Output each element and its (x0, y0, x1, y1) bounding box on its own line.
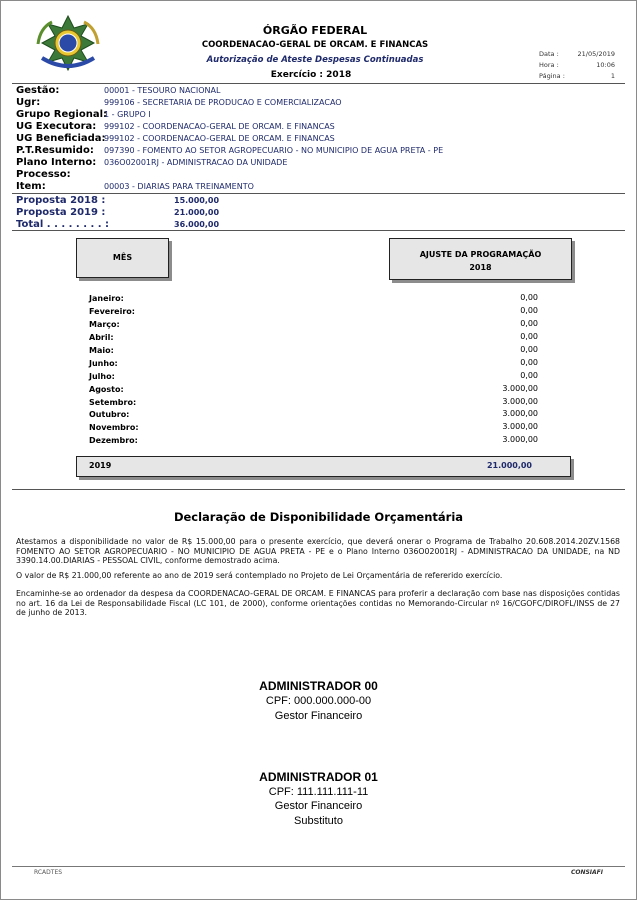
field-value-grupo-regional: 1 - GRUPO I (104, 110, 151, 119)
month-column-header: MÊS (76, 238, 169, 278)
proposta-2018-value: 15.000,00 (174, 196, 220, 205)
field-value-pt-resumido: 097390 - FOMENTO AO SETOR AGROPECUARIO - NO MUNICIPIO DE AGUA PRETA - PE (104, 146, 444, 155)
adjustment-header-line2: 2018 (469, 263, 492, 272)
footer-divider (12, 866, 625, 867)
signatory-cpf: CPF: 000.000.000-00 (265, 695, 372, 707)
fields-divider (12, 193, 625, 194)
month-value: 0,00 (520, 319, 538, 328)
month-value: 0,00 (520, 332, 538, 341)
month-label: Janeiro: (89, 294, 124, 303)
field-label-ugr: Ugr: (16, 97, 41, 108)
field-label-gestao: Gestão: (16, 85, 60, 96)
footer-year: 2019 (89, 461, 112, 470)
signatory-name: ADMINISTRADOR 00 (259, 679, 378, 693)
total-label: Total . . . . . . . . : (16, 219, 110, 230)
field-label-ug-beneficiada: UG Beneficiada: (16, 133, 106, 144)
proposta-2019-label: Proposta 2019 : (16, 207, 106, 218)
field-label-processo: Processo: (16, 169, 71, 180)
month-label: Novembro: (89, 423, 139, 432)
month-value: 3.000,00 (502, 435, 538, 444)
time-value: 10:06 (596, 61, 615, 69)
month-value: 0,00 (520, 345, 538, 354)
declaration-paragraph-3: Encaminhe-se ao ordenador da despesa da COORDENACAO-GERAL DE ORCAM. E FINANCAS para proferir a declaração com base nas disposições contidas no art. 16 da Lei de Responsabilidade Fiscal (LC 101, de 2000), conforme orientações contidas no Memorando-Circular nº 16/CGOFC/DIROFL/INSS de 27 de junho de 2013. (16, 589, 620, 618)
month-value: 0,00 (520, 371, 538, 380)
month-value: 0,00 (520, 306, 538, 315)
adjustment-column-header (389, 238, 572, 280)
signatory-name: ADMINISTRADOR 01 (259, 770, 378, 784)
proposta-2019-value: 21.000,00 (174, 208, 220, 217)
month-value: 3.000,00 (502, 397, 538, 406)
month-label: Maio: (89, 346, 114, 355)
date-label: Data : (539, 50, 559, 58)
time-label: Hora : (539, 61, 559, 69)
month-label: Dezembro: (89, 436, 138, 445)
month-label: Outubro: (89, 410, 130, 419)
declaration-paragraph-2: O valor de R$ 21.000,00 referente ao ano de 2019 será contemplado no Projeto de Lei Orçamentária de refererido exercício. (16, 571, 503, 580)
month-label: Fevereiro: (89, 307, 135, 316)
field-label-plano-interno: Plano Interno: (16, 157, 97, 168)
signatory-role: Gestor Financeiro (274, 800, 363, 812)
footer-left-code: RCADTES (34, 869, 63, 876)
month-value: 3.000,00 (502, 409, 538, 418)
signatory-extra: Substituto (294, 815, 343, 827)
signatory-cpf: CPF: 111.111.111-11 (268, 786, 369, 798)
page-label: Página : (539, 72, 565, 80)
header-divider (12, 83, 625, 84)
total-value: 36.000,00 (174, 220, 220, 229)
field-label-pt-resumido: P.T.Resumido: (16, 145, 94, 156)
declaration-title: Declaração de Disponibilidade Orçamentária (173, 510, 464, 524)
signatory-role: Gestor Financeiro (274, 710, 363, 722)
field-value-item: 00003 - DIARIAS PARA TREINAMENTO (104, 182, 254, 191)
field-label-ug-executora: UG Executora: (16, 121, 97, 132)
adjustment-header-line1: AJUSTE DA PROGRAMAÇÃO (419, 250, 542, 259)
page-value: 1 (610, 72, 615, 80)
field-label-item: Item: (16, 181, 46, 192)
month-label: Julho: (89, 372, 115, 381)
field-value-gestao: 00001 - TESOURO NACIONAL (104, 86, 221, 95)
footer-total: 21.000,00 (486, 461, 532, 470)
field-value-plano-interno: 036O02001RJ - ADMINISTRACAO DA UNIDADE (104, 158, 288, 167)
month-label: Março: (89, 320, 120, 329)
footer-right-code: CONSIAFI (570, 869, 603, 876)
org-title: ÓRGÃO FEDERAL (262, 24, 368, 37)
proposta-2018-label: Proposta 2018 : (16, 195, 106, 206)
date-value: 21/05/2019 (577, 50, 615, 58)
month-value: 0,00 (520, 293, 538, 302)
month-value: 3.000,00 (502, 422, 538, 431)
field-value-ugr: 999106 - SECRETARIA DE PRODUCAO E COMERCIALIZACAO (104, 98, 342, 107)
month-label: Setembro: (89, 398, 137, 407)
month-label: Agosto: (89, 385, 124, 394)
document-title: Autorização de Ateste Despesas Continuadas (206, 55, 424, 65)
field-label-grupo-regional: Grupo Regional: (16, 109, 108, 120)
month-label: Junho: (89, 359, 118, 368)
exercicio-label: Exercício : 2018 (270, 70, 352, 80)
field-value-ug-executora: 999102 - COORDENACAO-GERAL DE ORCAM. E FINANCAS (104, 122, 335, 131)
totals-divider (12, 230, 625, 231)
table-divider (12, 489, 625, 490)
month-label: Abril: (89, 333, 114, 342)
unit-title: COORDENACAO-GERAL DE ORCAM. E FINANCAS (201, 40, 429, 50)
month-value: 3.000,00 (502, 384, 538, 393)
field-value-ug-beneficiada: 999102 - COORDENACAO-GERAL DE ORCAM. E FINANCAS (104, 134, 335, 143)
month-value: 0,00 (520, 358, 538, 367)
declaration-paragraph-1: Atestamos a disponibilidade no valor de R$ 15.000,00 para o presente exercício, que deverá onerar o Programa de Trabalho 20.608.2014.20ZV.1568 FOMENTO AO SETOR AGROPECUARIO - NO MUNICIPIO DE AGUA PRETA - PE e o Plano Interno 036O02001RJ - ADMINISTRACAO DA UNIDADE, na ND 3390.14.00.DIARIAS - PESSOAL CIVIL, conforme demostrado acima. (16, 537, 620, 566)
